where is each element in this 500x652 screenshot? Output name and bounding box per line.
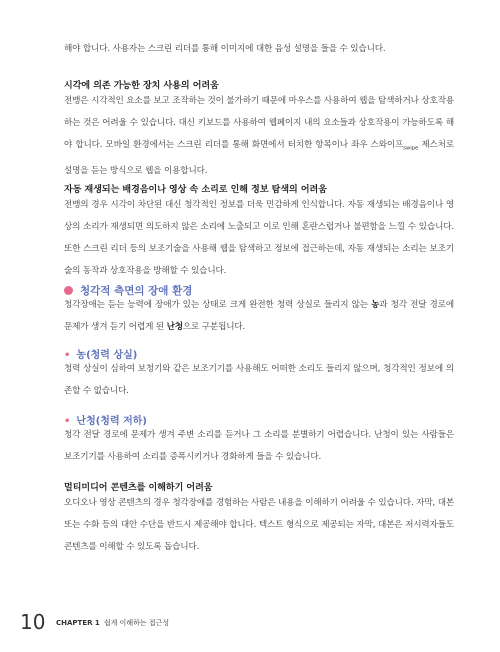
autoplay-paragraph: 전맹의 경우 시각이 차단된 대신 청각적인 정보를 더욱 민감하게 인식합니다. 자동 재생되는 배경음이나 영상의 소리가 재생되면 의도하지 않은 소리에 노출되고 이로 인해 혼란스럽거나 불편함을 느낄 수 있습니다. 또한 스크린 리더 등의 보조기술을 사용해 웹을 탐색하고 정보에 접근하는데, 자동 재생되는 소리는 보조기술의 동작과 상호작용을 방해할 수 있습니다. (64, 200, 454, 276)
deaf-paragraph: 청력 상실이 심하여 보청기와 같은 보조기기를 사용해도 어떠한 소리도 들리지 않으며, 청각적인 정보에 의존할 수 없습니다. (64, 364, 454, 396)
chapter-title: 쉽게 이해하는 접근성 (103, 619, 170, 627)
hard-heading-text: 난청(청력 저하) (76, 416, 147, 427)
swipe-subscript: swipe (403, 145, 419, 152)
bullet-icon: • (64, 350, 71, 361)
term-hard-of-hearing: 난청 (166, 322, 183, 332)
vision-text-2: 제스처로 설명을 듣는 방식으로 웹을 이용합니다. (64, 140, 454, 176)
vision-text-1: 전맹은 시각적인 요소를 보고 조작하는 것이 불가하기 때문에 마우스를 사용하여 웹을 탐색하거나 상호작용하는 것은 어려울 수 있습니다. 대신 키보드를 사용하여 웹페이지 내의 요소들과 상호작용이 가능하도록 해야 합니다. 모바일 환경에서는 스크린 리더를 통해 화면에서 터치한 항목이나 좌우 스와이프 (64, 96, 454, 150)
vision-heading: 시각에 의존 가능한 장치 사용의 어려움 (64, 81, 219, 91)
bullet-icon: • (64, 416, 71, 427)
term-deaf: 농 (371, 300, 380, 310)
page-number: 10 (20, 610, 46, 634)
autoplay-heading: 자동 재생되는 배경음이나 영상 속 소리로 인해 정보 탐색의 어려움 (64, 185, 327, 195)
intro-paragraph: 해야 합니다. 사용자는 스크린 리더를 통해 이미지에 대한 음성 설명을 들을 수 있습니다. (64, 44, 386, 54)
multimedia-heading: 멀티미디어 콘텐츠를 이해하기 어려움 (64, 483, 213, 493)
vision-paragraph (64, 90, 454, 182)
hearing-text-2: 과 청각 전달 경로에 문제가 생겨 듣기 어렵게 된 (64, 300, 455, 332)
chapter-number: CHAPTER 1 (56, 619, 100, 627)
chapter-label (56, 618, 169, 628)
hearing-text-3: 으로 구분됩니다. (182, 322, 246, 332)
hearing-title-text: 청각적 측면의 장애 환경 (80, 285, 193, 297)
hard-of-hearing-paragraph: 청각 전달 경로에 문제가 생겨 주변 소리를 듣거나 그 소리를 분별하기 어렵습니다. 난청이 있는 사람들은 보조기기를 사용하여 소리를 증폭시키거나 경화하게 들을 수 있습니다. (64, 430, 454, 462)
hearing-paragraph (64, 294, 454, 338)
deaf-heading-text: 농(청력 상실) (76, 350, 138, 361)
multimedia-paragraph: 오디오나 영상 콘텐츠의 경우 청각장애를 경험하는 사람은 내용을 이해하기 어려울 수 있습니다. 자막, 대본 또는 수화 등의 대안 수단을 반드시 제공해야 합니다. 텍스트 형식으로 제공되는 자막, 대본은 저시력자들도 콘텐츠를 이해할 수 있도록 돕습니다. (64, 498, 454, 552)
hearing-text-1: 청각장애는 듣는 능력에 장애가 있는 상태로 크게 완전한 청력 상실로 들리지 않는 (64, 300, 372, 310)
